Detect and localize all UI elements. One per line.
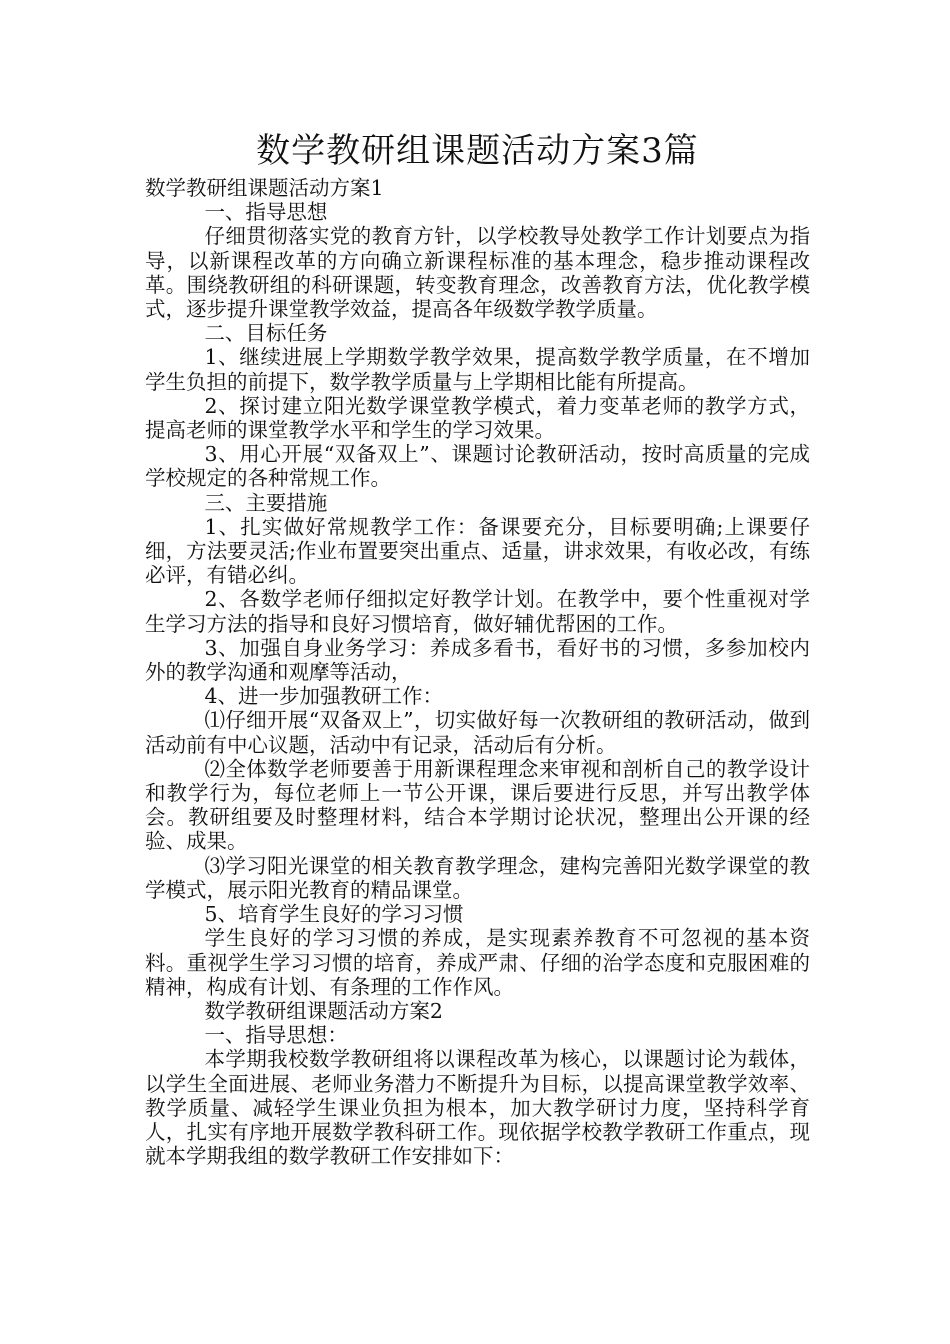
paragraph: 数学教研组课题活动方案1 [145, 176, 384, 200]
paragraph: 3、加强自身业务学习：养成多看书，看好书的习惯，多参加校内外的教学沟通和观摩等活动， [145, 635, 810, 685]
paragraph: 2、探讨建立阳光数学课堂教学模式，着力变革老师的教学方式，提高老师的课堂教学水平和学生的学习效果。 [145, 393, 810, 443]
paragraph: 一、指导思想： [204, 1023, 348, 1048]
paragraph: 二、目标任务 [204, 321, 328, 346]
paragraph: ⑶学习阳光课堂的相关教育教学理念，建构完善阳光数学课堂的教学模式，展示阳光教育的精品课堂。 [145, 853, 810, 902]
paragraph: 1、继续进展上学期数学教学效果，提高数学教学质量，在不增加学生负担的前提下，数学教学质量与上学期相比能有所提高。 [145, 345, 810, 394]
paragraph: 5、培育学生良好的学习习惯 [204, 902, 464, 927]
paragraph: 3、用心开展“双备双上”、课题讨论教研活动，按时高质量的完成学校规定的各种常规工作。 [145, 442, 810, 491]
paragraph: 4、进一步加强教研工作： [204, 684, 443, 709]
paragraph: 2、各数学老师仔细拟定好教学计划。在教学中，要个性重视对学生学习方法的指导和良好习惯培育，做好辅优帮困的工作。 [145, 587, 810, 636]
paragraph: 一、指导思想 [204, 200, 328, 225]
paragraph: 1、扎实做好常规教学工作：备课要充分，目标要明确;上课要仔细，方法要灵活;作业布置要突出重点、适量，讲求效果，有收必改，有练必评，有错必纠。 [145, 514, 810, 588]
paragraph: 三、主要措施 [204, 490, 328, 515]
paragraph: 本学期我校数学教研组将以课程改革为核心，以课题讨论为载体，以学生全面进展、老师业务潜力不断提升为目标，以提高课堂教学效率、教学质量、减轻学生课业负担为根本，加大教学研讨力度，坚持科学育人，扎实有序地开展数学教科研工作。现依据学校教学教研工作重点，现就本学期我组的数学教研工作安排如下： [145, 1047, 810, 1169]
paragraph: 数学教研组课题活动方案2 [204, 998, 443, 1023]
paragraph: 学生良好的学习习惯的养成，是实现素养教育不可忽视的基本资料。重视学生学习习惯的培育，养成严肃、仔细的治学态度和克服困难的精神，构成有计划、有条理的工作作风。 [145, 926, 810, 999]
document-title: 数学教研组课题活动方案3篇 [256, 131, 699, 171]
document-body [145, 176, 810, 1168]
paragraph: ⑵全体数学老师要善于用新课程理念来审视和剖析自己的教学设计和教学行为，每位老师上一节公开课，课后要进行反思，并写出教学体会。教研组要及时整理材料，结合本学期讨论状况，整理出公开课的经验、成果。 [145, 756, 810, 854]
paragraph: 仔细贯彻落实党的教育方针，以学校教导处教学工作计划要点为指导，以新课程改革的方向确立新课程标准的基本理念，稳步推动课程改革。围绕教研组的科研课题，转变教育理念，改善教育方法，优化教学模式，逐步提升课堂教学效益，提高各年级数学教学质量。 [145, 224, 810, 322]
paragraph: ⑴仔细开展“双备双上”，切实做好每一次教研组的教研活动，做到活动前有中心议题，活动中有记录，活动后有分析。 [145, 708, 810, 757]
document-page [145, 128, 810, 1168]
